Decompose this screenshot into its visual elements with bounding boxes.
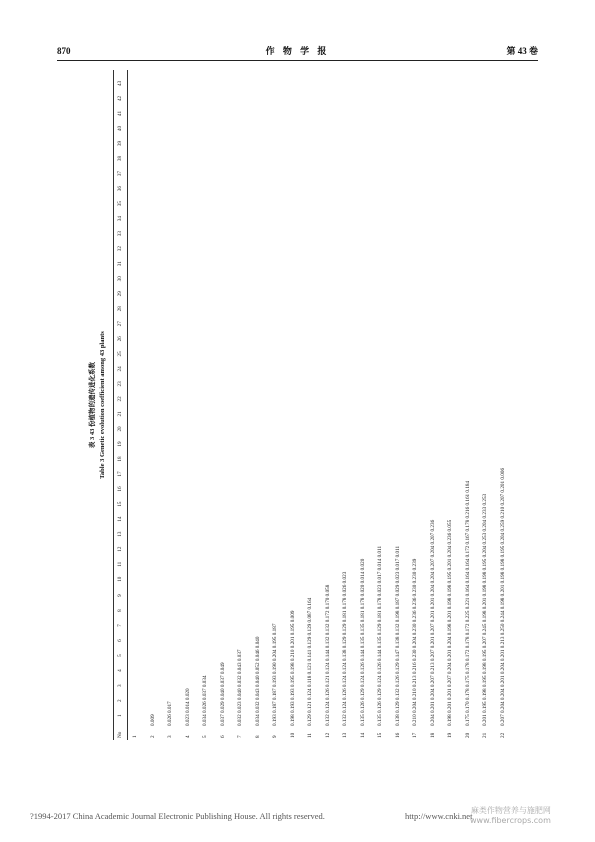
column-header-cell: 18 bbox=[117, 456, 123, 462]
row-number: 5 bbox=[202, 735, 208, 738]
table-title-zh: 表 3 43 份植物的遗传进化系数 bbox=[89, 361, 96, 449]
column-header-cell: 19 bbox=[117, 441, 123, 447]
row-values: 0.198 0.193 0.193 0.195 0.198 0.210 0.201 0.195 0.009 bbox=[289, 610, 296, 726]
row-number: 22 bbox=[499, 732, 506, 738]
rotated-table bbox=[62, 70, 532, 740]
row-number: 21 bbox=[482, 732, 488, 738]
column-header-cell: 3 bbox=[117, 684, 123, 687]
column-header-cell: 38 bbox=[117, 155, 123, 162]
watermark-line2: www.fibercrops.com bbox=[470, 816, 551, 825]
column-header-cell: 21 bbox=[117, 411, 123, 417]
row-number: 6 bbox=[219, 735, 226, 738]
column-header-cell: 20 bbox=[117, 426, 123, 432]
column-header-cell: 33 bbox=[117, 231, 123, 237]
column-header-cell: 43 bbox=[117, 80, 123, 87]
column-header-cell: 6 bbox=[117, 639, 123, 642]
column-header-cell: 32 bbox=[117, 246, 123, 252]
row-number: 17 bbox=[412, 732, 418, 738]
column-header-cell: 36 bbox=[117, 186, 123, 192]
column-header-cell: 27 bbox=[117, 321, 123, 327]
watermark bbox=[470, 806, 551, 826]
column-header-cell: 39 bbox=[117, 140, 123, 147]
table-header-rule bbox=[127, 70, 128, 740]
column-header-cell: 24 bbox=[117, 366, 123, 372]
row-number: 8 bbox=[254, 735, 261, 738]
row-number: 14 bbox=[359, 732, 366, 738]
row-number: 1 bbox=[132, 735, 138, 738]
row-number: 20 bbox=[464, 732, 471, 738]
row-number: 16 bbox=[394, 732, 401, 738]
header-rule bbox=[57, 60, 538, 61]
row-number: 15 bbox=[377, 732, 383, 738]
column-header-cell: 12 bbox=[117, 546, 123, 552]
column-header-cell: 11 bbox=[117, 561, 123, 567]
column-header-cell: 14 bbox=[117, 516, 123, 522]
row-values: 0.204 0.201 0.204 0.207 0.213 0.207 0.201 0.207 0.201 0.201 0.204 0.204 0.207 0.204 0.207 0.236 bbox=[429, 519, 436, 726]
copyright-notice: ?1994-2017 China Academic Journal Electronic Publishing House. All rights reserved. bbox=[30, 811, 325, 821]
table-title-en: Table 3 Genetic evolution coefficient among 43 plants bbox=[99, 331, 106, 479]
row-number: 2 bbox=[149, 735, 156, 738]
column-header-cell: 8 bbox=[117, 609, 123, 612]
row-values: 0.135 0.126 0.129 0.124 0.126 0.144 0.135 0.135 0.181 0.178 0.020 0.014 0.020 bbox=[359, 558, 366, 726]
row-values: 0.210 0.204 0.210 0.213 0.216 0.230 0.204 0.230 0.236 0.236 0.230 0.230 0.239 bbox=[412, 558, 418, 726]
running-header bbox=[57, 44, 538, 58]
journal-title: 作 物 学 报 bbox=[265, 46, 330, 56]
page-number: 870 bbox=[57, 46, 71, 56]
column-header-cell: 29 bbox=[117, 291, 123, 297]
column-header-cell: 17 bbox=[117, 471, 123, 477]
column-header-cell: 15 bbox=[117, 501, 123, 507]
column-header-cell: 13 bbox=[117, 531, 123, 537]
column-header-cell: 30 bbox=[117, 276, 123, 282]
volume-label: 第 43 卷 bbox=[506, 46, 538, 56]
column-header-cell: 26 bbox=[117, 336, 123, 342]
row-values: 0.132 0.124 0.126 0.121 0.124 0.144 0.132 0.132 0.172 0.170 0.058 bbox=[324, 584, 331, 726]
column-header-cell: 25 bbox=[117, 351, 123, 357]
row-values: 0.132 0.124 0.126 0.124 0.124 0.138 0.129 0.129 0.181 0.178 0.026 0.023 bbox=[342, 571, 348, 726]
row-number: 9 bbox=[272, 735, 278, 738]
row-values: 0.193 0.187 0.187 0.193 0.190 0.204 0.195 0.187 bbox=[272, 623, 278, 726]
row-values: 0.037 0.029 0.040 0.037 0.049 bbox=[219, 662, 226, 726]
column-header-cell: 23 bbox=[117, 381, 123, 387]
row-values: 0.175 0.170 0.178 0.175 0.178 0.172 0.178 0.172 0.225 0.221 0.164 0.164 0.164 0.172 0.167 0.178 0.216 0.161 0.184 bbox=[464, 480, 471, 726]
row-number: 4 bbox=[184, 735, 191, 738]
column-header-cell: 2 bbox=[117, 699, 123, 702]
column-header-cell: 40 bbox=[117, 125, 123, 132]
column-header-cell: 22 bbox=[117, 396, 123, 402]
column-header-cell: 16 bbox=[117, 486, 123, 492]
row-values: 0.207 0.204 0.204 0.201 0.204 0.201 0.213 0.250 0.244 0.198 0.201 0.198 0.198 0.195 0.204 0.259 0.210 0.207 0.201 0.006 bbox=[499, 467, 506, 726]
row-values: 0.135 0.126 0.129 0.124 0.126 0.144 0.135 0.129 0.181 0.178 0.023 0.017 0.014 0.011 bbox=[377, 545, 383, 726]
table-top-rule bbox=[113, 70, 114, 740]
row-values: 0.138 0.129 0.132 0.126 0.129 0.147 0.138 0.132 0.198 0.187 0.029 0.023 0.017 0.011 bbox=[394, 545, 401, 726]
column-header-cell: 1 bbox=[117, 714, 123, 717]
column-header-cell: 28 bbox=[117, 306, 123, 312]
column-header-cell: 10 bbox=[117, 576, 123, 582]
column-header-cell: 37 bbox=[117, 170, 123, 177]
row-number: 3 bbox=[167, 735, 173, 738]
watermark-line1: 麻类作物营养与施肥网 bbox=[470, 806, 551, 815]
row-number: 18 bbox=[429, 732, 436, 738]
row-number: 10 bbox=[289, 732, 296, 738]
row-values: 0.023 0.014 0.020 bbox=[184, 688, 191, 726]
row-number: 11 bbox=[307, 733, 313, 738]
row-values: 0.198 0.201 0.201 0.207 0.204 0.201 0.204 0.198 0.201 0.198 0.198 0.195 0.201 0.204 0.236 0.055 bbox=[447, 519, 453, 726]
row-number: 13 bbox=[342, 732, 348, 738]
row-values: 0.034 0.032 0.043 0.040 0.052 0.046 0.040 bbox=[254, 636, 261, 726]
row-number: 7 bbox=[237, 735, 243, 738]
column-header-cell: 42 bbox=[117, 95, 123, 102]
row-number: 12 bbox=[324, 732, 331, 738]
column-header-cell: 4 bbox=[117, 669, 123, 672]
table-column-header bbox=[117, 70, 125, 740]
column-header-cell: 41 bbox=[117, 110, 123, 117]
column-header-cell: 35 bbox=[117, 201, 123, 207]
column-header-cell: 31 bbox=[117, 261, 123, 267]
column-header-cell: 5 bbox=[117, 654, 123, 657]
column-header-cell: 7 bbox=[117, 624, 123, 627]
row-number: 19 bbox=[447, 732, 453, 738]
column-header-cell: 34 bbox=[117, 216, 123, 222]
row-values: 0.034 0.026 0.037 0.034 bbox=[202, 675, 208, 726]
column-header-cell: 9 bbox=[117, 594, 123, 597]
row-values: 0.032 0.023 0.040 0.032 0.043 0.037 bbox=[237, 649, 243, 726]
row-values: 0.129 0.121 0.124 0.118 0.121 0.141 0.129 0.129 0.087 0.164 bbox=[307, 597, 313, 726]
row-values: 0.201 0.195 0.198 0.195 0.198 0.195 0.207 0.245 0.198 0.201 0.198 0.198 0.195 0.204 0.253 0.204 0.233 0.253 bbox=[482, 493, 488, 726]
column-header-cell: No bbox=[117, 731, 123, 738]
row-values: 0.009 bbox=[149, 714, 156, 726]
footer-url: http://www.cnki.net bbox=[405, 811, 473, 821]
row-values: 0.026 0.017 bbox=[167, 701, 173, 726]
